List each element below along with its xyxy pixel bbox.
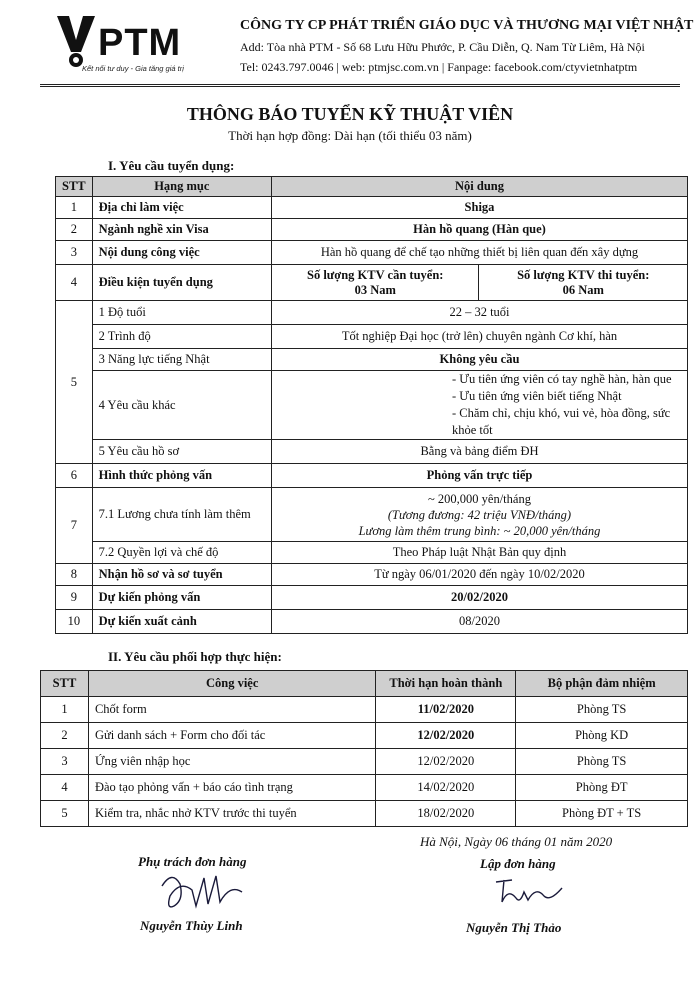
table-row	[56, 488, 688, 542]
row-label: Dự kiến phỏng vấn	[92, 586, 271, 610]
row-stt: 5	[56, 301, 93, 464]
row-dept: Phòng KD	[516, 723, 688, 749]
row-value: Theo Pháp luật Nhật Bản quy định	[271, 542, 687, 564]
section1-heading: I. Yêu cầu tuyển dụng:	[108, 158, 235, 173]
row-deadline: 11/02/2020	[376, 697, 516, 723]
row-value: 08/2020	[271, 610, 687, 634]
table-header-row	[56, 177, 688, 197]
row-task: Gửi danh sách + Form cho đối tác	[88, 723, 375, 749]
right-signer-title: Lập đơn hàng	[480, 856, 556, 871]
row-label: Địa chỉ làm việc	[92, 197, 271, 219]
row-task: Kiểm tra, nhắc nhở KTV trước thi tuyển	[88, 801, 375, 827]
row-value: 20/02/2020	[271, 586, 687, 610]
table-row	[56, 265, 688, 301]
row-dept: Phòng TS	[516, 697, 688, 723]
row-dept: Phòng TS	[516, 749, 688, 775]
date-line: Hà Nội, Ngày 06 tháng 01 năm 2020	[420, 834, 613, 849]
row-value: Hàn hồ quang (Hàn que)	[271, 219, 687, 241]
row-task: Ứng viên nhập học	[88, 749, 375, 775]
logo-tagline: Kết nối tư duy - Gia tăng giá trị	[82, 64, 184, 73]
table-row	[56, 241, 688, 265]
row-value: Shiga	[271, 197, 687, 219]
row-value: 22 – 32 tuổi	[271, 301, 687, 325]
row-stt: 4	[41, 775, 89, 801]
row-label: Dự kiến xuất cảnh	[92, 610, 271, 634]
logo-text: PTM	[98, 22, 182, 64]
table-row	[41, 723, 688, 749]
row-stt: 3	[56, 241, 93, 265]
row-value: Không yêu cầu	[271, 349, 687, 371]
row-sublabel: 7.1 Lương chưa tính làm thêm	[92, 488, 271, 542]
company-contact: Tel: 0243.797.0046 | web: ptmjsc.com.vn | Fanpage: facebook.com/ctyvietnhatptm	[240, 60, 638, 74]
header-divider	[40, 84, 680, 85]
table-row	[41, 749, 688, 775]
company-name: CÔNG TY CP PHÁT TRIỂN GIÁO DỤC VÀ THƯƠNG MẠI VIỆT NHẬT	[240, 18, 694, 33]
signature-image	[488, 870, 578, 910]
row-deadline: 12/02/2020	[376, 723, 516, 749]
row-value: Tốt nghiệp Đại học (trở lên) chuyên ngành Cơ khí, hàn	[271, 325, 687, 349]
row-task: Đào tạo phỏng vấn + báo cáo tình trạng	[88, 775, 375, 801]
ptm-logo-icon	[55, 14, 97, 70]
row-label: Điều kiện tuyển dụng	[92, 265, 271, 301]
row-stt: 7	[56, 488, 93, 564]
recruit-count-cell	[271, 265, 479, 301]
row-stt: 5	[41, 801, 89, 827]
row-stt: 4	[56, 265, 93, 301]
row-value: Bằng và bảng điểm ĐH	[271, 440, 687, 464]
row-label: Nhận hồ sơ và sơ tuyển	[92, 564, 271, 586]
table-row	[41, 775, 688, 801]
row-stt: 2	[41, 723, 89, 749]
left-signer-title: Phụ trách đơn hàng	[138, 854, 247, 869]
row-sublabel: 5 Yêu cầu hồ sơ	[92, 440, 271, 464]
table-row	[56, 349, 688, 371]
exam-count-cell	[479, 265, 688, 301]
row-stt: 9	[56, 586, 93, 610]
row-sublabel: 2 Trình độ	[92, 325, 271, 349]
row-stt: 3	[41, 749, 89, 775]
table-row	[56, 197, 688, 219]
header-divider	[40, 86, 680, 87]
requirement-line: - Ưu tiên ứng viên biết tiếng Nhật	[451, 389, 622, 403]
row-value: Hàn hồ quang để chế tạo những thiết bị liên quan đến xây dựng	[271, 241, 687, 265]
company-address: Add: Tòa nhà PTM - Số 68 Lưu Hữu Phước, P. Cầu Diễn, Q. Nam Từ Liêm, Hà Nội	[240, 40, 645, 54]
table-row	[56, 564, 688, 586]
left-signer-name: Nguyễn Thùy Linh	[140, 918, 243, 933]
table-row	[41, 697, 688, 723]
col-header-dept: Bộ phận đảm nhiệm	[516, 671, 688, 697]
salary-cell	[271, 488, 687, 542]
row-sublabel: 3 Năng lực tiếng Nhật	[92, 349, 271, 371]
signature-image	[150, 866, 260, 916]
recruit-count-title: Số lượng KTV cần tuyển:	[307, 267, 444, 282]
col-header-stt: STT	[41, 671, 89, 697]
table-row	[41, 801, 688, 827]
row-label: Nội dung công việc	[92, 241, 271, 265]
col-header-deadline: Thời hạn hoàn thành	[376, 671, 516, 697]
requirement-line: - Ưu tiên ứng viên có tay nghề hàn, hàn que	[451, 372, 672, 386]
exam-count-title: Số lượng KTV thi tuyển:	[517, 267, 650, 282]
row-stt: 6	[56, 464, 93, 488]
section2-heading: II. Yêu cầu phối hợp thực hiện:	[108, 649, 282, 664]
row-value: Từ ngày 06/01/2020 đến ngày 10/02/2020	[271, 564, 687, 586]
row-stt: 1	[41, 697, 89, 723]
requirement-line: - Chăm chỉ, chịu khó, vui vẻ, hòa đồng, sức khỏe tốt	[451, 406, 671, 437]
table-row	[56, 586, 688, 610]
row-deadline: 18/02/2020	[376, 801, 516, 827]
table-row	[56, 301, 688, 325]
row-label: Ngành nghề xin Visa	[92, 219, 271, 241]
table-row	[56, 542, 688, 564]
table-row	[56, 610, 688, 634]
row-sublabel: 4 Yêu cầu khác	[92, 371, 271, 440]
row-stt: 8	[56, 564, 93, 586]
table-row	[56, 464, 688, 488]
salary-line: ~ 200,000 yên/tháng	[428, 491, 531, 506]
row-stt: 2	[56, 219, 93, 241]
table-row	[56, 371, 688, 440]
row-sublabel: 1 Độ tuổi	[92, 301, 271, 325]
row-value: Phỏng vấn trực tiếp	[271, 464, 687, 488]
row-dept: Phòng ĐT	[516, 775, 688, 801]
table-row	[56, 219, 688, 241]
requirements-table	[55, 176, 688, 634]
row-deadline: 12/02/2020	[376, 749, 516, 775]
recruit-count-value: 03 Nam	[354, 282, 396, 297]
row-stt: 1	[56, 197, 93, 219]
row-label: Hình thức phỏng vấn	[92, 464, 271, 488]
coordination-table	[40, 670, 688, 827]
row-dept: Phòng ĐT + TS	[516, 801, 688, 827]
col-header-content: Nội dung	[271, 177, 687, 197]
table-row	[56, 440, 688, 464]
row-deadline: 14/02/2020	[376, 775, 516, 801]
row-task: Chốt form	[88, 697, 375, 723]
salary-line: (Tương đương: 42 triệu VNĐ/tháng)	[387, 507, 572, 522]
col-header-stt: STT	[56, 177, 93, 197]
row-stt: 10	[56, 610, 93, 634]
salary-line: Lương làm thêm trung bình: ~ 20,000 yên/tháng	[358, 523, 601, 538]
col-header-task: Công việc	[88, 671, 375, 697]
table-header-row	[41, 671, 688, 697]
right-signer-name: Nguyễn Thị Thảo	[466, 920, 562, 935]
exam-count-value: 06 Nam	[562, 282, 604, 297]
row-sublabel: 7.2 Quyền lợi và chế độ	[92, 542, 271, 564]
other-requirements	[271, 371, 687, 440]
page-title: THÔNG BÁO TUYỂN KỸ THUẬT VIÊN	[186, 104, 514, 124]
col-header-category: Hạng mục	[92, 177, 271, 197]
page-subtitle: Thời hạn hợp đồng: Dài hạn (tối thiểu 03 năm)	[228, 128, 472, 143]
table-row	[56, 325, 688, 349]
